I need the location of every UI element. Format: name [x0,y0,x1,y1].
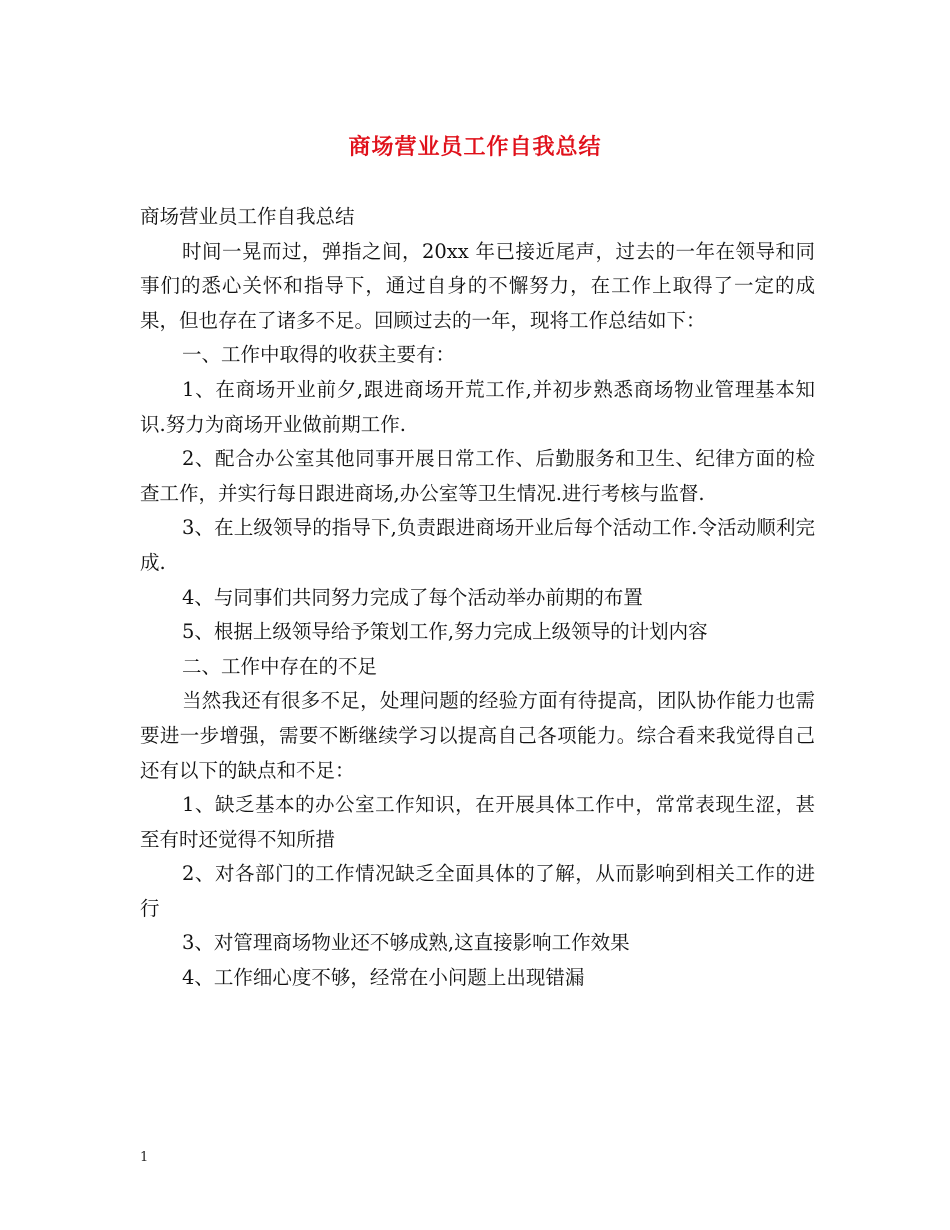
document-body [140,200,815,996]
shortcoming-item-2: 2、对各部门的工作情况缺乏全面具体的了解，从而影响到相关工作的进行 [140,862,815,920]
achievement-item-1: 1、在商场开业前夕,跟进商场开荒工作,并初步熟悉商场物业管理基本知识.努力为商场开业做前期工作. [140,377,815,436]
paragraph-subtitle: 商场营业员工作自我总结 [140,205,355,228]
paragraph-shortcomings-intro: 当然我还有很多不足，处理问题的经验方面有待提高，团队协作能力也需要进一步增强，需要不断继续学习以提高自己各项能力。综合看来我觉得自己还有以下的缺点和不足： [140,689,815,782]
shortcoming-item-3: 3、对管理商场物业还不够成熟,这直接影响工作效果 [182,931,630,955]
achievement-item-5: 5、根据上级领导给予策划工作,努力完成上级领导的计划内容 [182,620,708,644]
achievement-item-3: 3、在上级领导的指导下,负责跟进商场开业后每个活动工作.令活动顺利完成. [140,516,815,574]
shortcoming-item-4: 4、工作细心度不够，经常在小问题上出现错漏 [182,966,585,990]
document-title: 商场营业员工作自我总结 [348,135,602,160]
section-heading-shortcomings: 二、工作中存在的不足 [182,654,378,678]
achievement-item-4: 4、与同事们共同努力完成了每个活动举办前期的布置 [182,585,643,609]
achievement-item-2: 2、配合办公室其他同事开展日常工作、后勤服务和卫生、纪律方面的检查工作，并实行每日跟进商场,办公室等卫生情况.进行考核与监督. [140,447,815,505]
page-number: 1 [140,1150,149,1165]
paragraph-intro: 时间一晃而过，弹指之间，20xx 年已接近尾声，过去的一年在领导和同事们的悉心关怀和指导下，通过自身的不懈努力，在工作上取得了一定的成果，但也存在了诸多不足。回顾过去的一年，现将工作总结如下： [140,239,815,332]
section-heading-achievements: 一、工作中取得的收获主要有： [182,343,456,367]
shortcoming-item-1: 1、缺乏基本的办公室工作知识，在开展具体工作中，常常表现生涩，甚至有时还觉得不知所措 [140,793,815,851]
